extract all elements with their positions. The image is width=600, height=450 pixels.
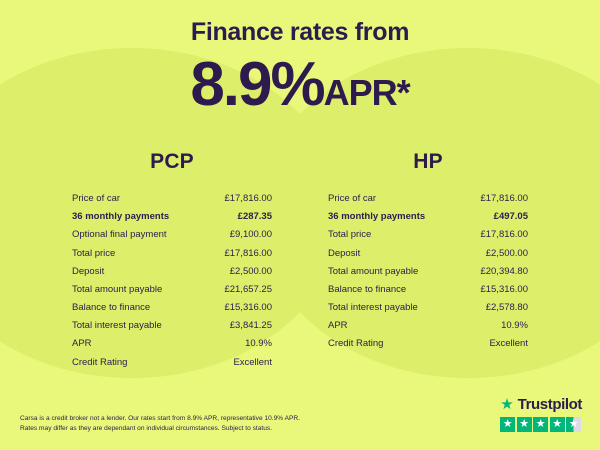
table-row xyxy=(328,244,528,262)
table-row xyxy=(72,226,272,244)
row-value: £9,100.00 xyxy=(229,229,272,241)
row-label: Credit Rating xyxy=(328,338,384,350)
row-label: Balance to finance xyxy=(72,302,151,314)
star-half-icon: ★ xyxy=(566,417,581,432)
row-value: £497.05 xyxy=(493,211,528,223)
table-row xyxy=(328,226,528,244)
row-value: Excellent xyxy=(489,338,528,350)
pcp-title: PCP xyxy=(150,150,194,173)
row-label: APR xyxy=(328,320,348,332)
star-icon: ★ xyxy=(550,417,565,432)
rate-suffix: APR* xyxy=(323,72,410,113)
row-value: £2,578.80 xyxy=(485,302,528,314)
row-value: £15,316.00 xyxy=(224,302,272,314)
table-row xyxy=(328,263,528,281)
row-value: 10.9% xyxy=(245,338,272,350)
row-value: £2,500.00 xyxy=(485,247,528,259)
table-row xyxy=(328,335,528,353)
row-label: 36 monthly payments xyxy=(328,211,426,223)
table-row xyxy=(72,353,272,371)
row-label: Price of car xyxy=(328,193,377,205)
row-value: £17,816.00 xyxy=(480,193,528,205)
row-value: £20,394.80 xyxy=(480,265,528,277)
table-row xyxy=(72,263,272,281)
table-row xyxy=(328,208,528,226)
row-label: Optional final payment xyxy=(72,229,167,241)
row-value: £17,816.00 xyxy=(224,247,272,259)
row-value: 10.9% xyxy=(501,320,528,332)
row-label: Deposit xyxy=(328,247,361,259)
row-label: Total amount payable xyxy=(328,265,419,277)
table-row xyxy=(328,299,528,317)
row-label: Total price xyxy=(72,247,116,259)
row-value: £287.35 xyxy=(237,211,272,223)
table-row xyxy=(72,244,272,262)
row-value: £2,500.00 xyxy=(229,265,272,277)
hp-title: HP xyxy=(413,150,443,173)
trustpilot-star-icon: ★ xyxy=(500,396,514,413)
trustpilot-logo xyxy=(500,396,582,413)
row-label: Total amount payable xyxy=(72,283,163,295)
row-label: Credit Rating xyxy=(72,356,128,368)
table-row xyxy=(72,317,272,335)
trustpilot-rating-stars xyxy=(500,417,582,432)
row-label: Total price xyxy=(328,229,372,241)
row-value: £3,841.25 xyxy=(229,320,272,332)
disclaimer xyxy=(20,414,300,434)
disclaimer-line-2: Rates may differ as they are dependant on individual circumstances. Subject to status. xyxy=(20,424,273,432)
page-title: Finance rates from xyxy=(190,18,410,46)
row-label: Balance to finance xyxy=(328,283,407,295)
table-row xyxy=(72,281,272,299)
trustpilot-name: Trustpilot xyxy=(517,396,582,413)
table-row xyxy=(72,299,272,317)
row-value: £17,816.00 xyxy=(224,193,272,205)
row-label: APR xyxy=(72,338,92,350)
table-row xyxy=(72,208,272,226)
row-value: £15,316.00 xyxy=(480,283,528,295)
row-label: Total interest payable xyxy=(328,302,418,314)
row-label: Price of car xyxy=(72,193,121,205)
row-label: 36 monthly payments xyxy=(72,211,170,223)
row-value: £21,657.25 xyxy=(224,283,272,295)
hp-column xyxy=(300,150,600,372)
table-row xyxy=(72,190,272,208)
star-icon: ★ xyxy=(533,417,548,432)
finance-tables xyxy=(0,150,600,372)
row-value: £17,816.00 xyxy=(480,229,528,241)
disclaimer-line-1: Carsa is a credit broker not a lender. Our rates start from 8.9% APR, representative 10.9% APR. xyxy=(20,414,300,422)
row-label: Total interest payable xyxy=(72,320,162,332)
star-icon: ★ xyxy=(517,417,532,432)
rate-value: 8.9% xyxy=(190,50,324,119)
pcp-column xyxy=(0,150,300,372)
table-row xyxy=(328,317,528,335)
row-value: Excellent xyxy=(233,356,272,368)
table-row xyxy=(72,335,272,353)
trustpilot-widget[interactable] xyxy=(500,396,582,432)
star-icon: ★ xyxy=(500,417,515,432)
headline-rate xyxy=(0,49,600,120)
table-row xyxy=(328,190,528,208)
table-row xyxy=(328,281,528,299)
row-label: Deposit xyxy=(72,265,105,277)
